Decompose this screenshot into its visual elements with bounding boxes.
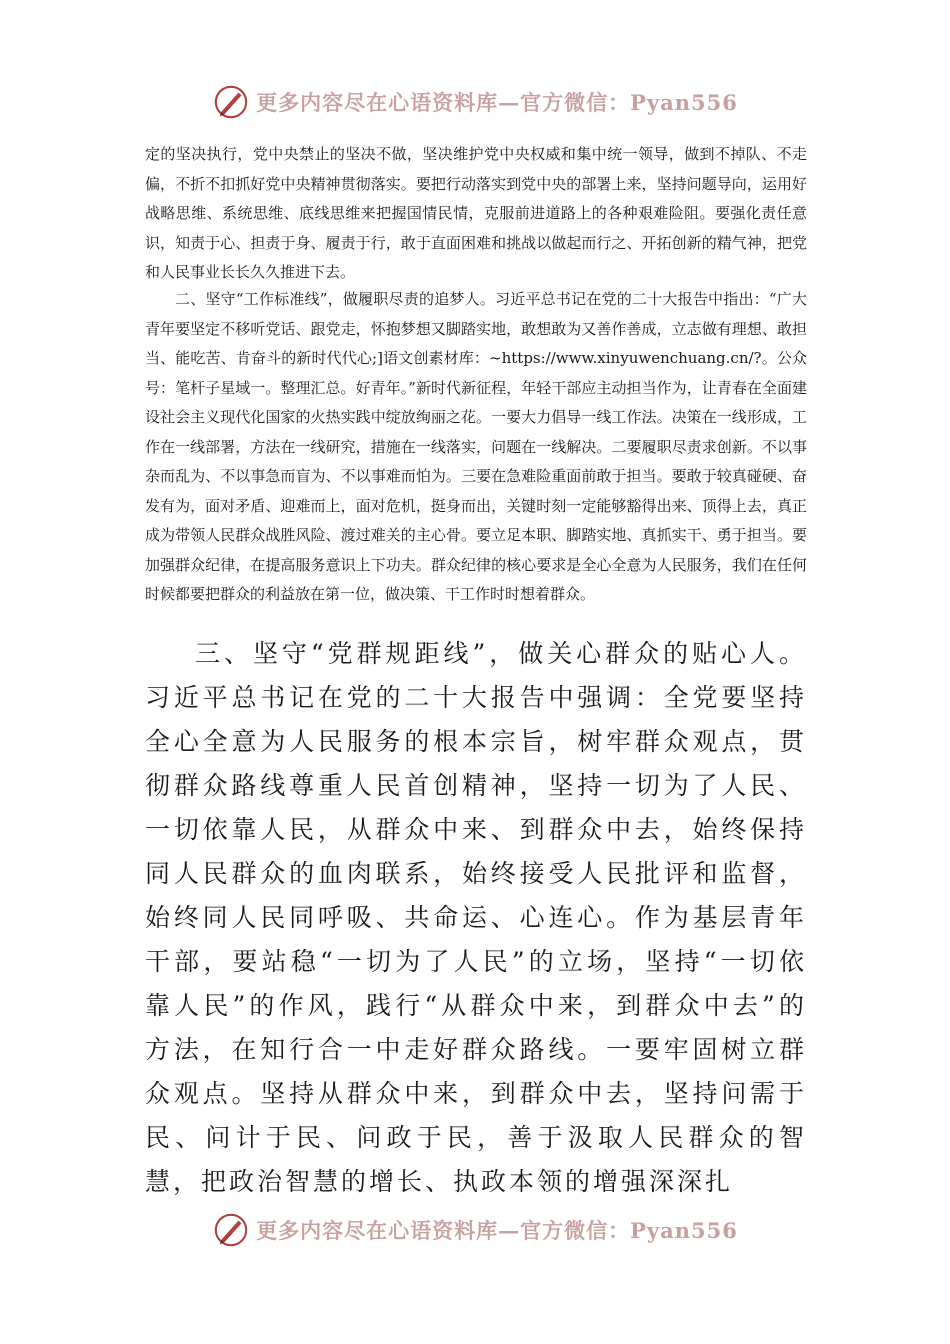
document-paragraph [145, 140, 807, 288]
paragraph-text: 二、坚守“工作标准线”，做履职尽责的追梦人。习近平总书记在党的二十大报告中指出：“广大青年要坚定不移听党话、跟党走，怀抱梦想又脚踏实地，敢想敢为又善作善成，立志做有理想、敢担当、能吃苦、肯奋斗的新时代代心;]语文创素材库：~https://www.xinyuwenchuang.cn/?。公众号：笔杆子星域一。整理汇总。好青年。”新时代新征程，年轻干部应主动担当作为，让青春在全面建设社会主义现代化国家的火热实践中绽放绚丽之花。一要大力倡导一线工作法。决策在一线形成，工作在一线部署，方法在一线研究，措施在一线落实，问题在一线解决。二要履职尽责求创新。不以事杂而乱为、不以事急而盲为、不以事难而怕为。三要在急难险重面前敢于担当。要敢于较真碰硬、奋发有为，面对矛盾、迎难而上，面对危机，挺身而出，关键时刻一定能够豁得出来、顶得上去，真正成为带领人民群众战胜风险、渡过难关的主心骨。要立足本职、脚踏实地、真抓实干、勇于担当。要加强群众纪律，在提高服务意识上下功夫。群众纪律的核心要求是全心全意为人民服务，我们在任何时候都要把群众的利益放在第一位，做决策、干工作时时想着群众。 [145, 290, 807, 603]
watermark-text: 更多内容尽在心语资料库—官方微信：Pyan556 [256, 1218, 738, 1243]
document-paragraph-section-three: 三、坚守“党群规距线”，做关心群众的贴心人。习近平总书记在党的二十大报告中强调：全党要坚持全心全意为人民服务的根本宗旨，树牢群众观点，贯彻群众路线尊重人民首创精神，坚持一切为了人民、一切依靠人民，从群众中来、到群众中去，始终保持同人民群众的血肉联系，始终接受人民批评和监督，始终同人民同呼吸、共命运、心连心。作为基层青年干部，要站稳“一切为了人民”的立场，坚持“一切依靠人民”的作风，践行“从群众中来，到群众中去”的方法，在知行合一中走好群众路线。一要牢固树立群众观点。坚持从群众中来，到群众中去，坚持问需于民、问计于民、问政于民，善于汲取人民群众的智慧，把政治智慧的增长、执政本领的增强深深扎 [145, 639, 807, 1196]
pen-logo-icon [212, 1211, 250, 1249]
document-paragraph-section-two [145, 285, 807, 610]
paragraph-text: 定的坚决执行，党中央禁止的坚决不做，坚决维护党中央权威和集中统一领导，做到不掉队、不走偏，不折不扣抓好党中央精神贯彻落实。要把行动落实到党中央的部署上来，坚持问题导向，运用好战略思维、系统思维、底线思维来把握国情民情，克服前进道路上的各种艰难险阻。要强化责任意识，知责于心、担责于身、履责于行，敢于直面困难和挑战以做起而行之、开拓创新的精气神，把党和人民事业长长久久推进下去。 [145, 145, 807, 281]
watermark-banner-bottom [0, 1208, 950, 1252]
watermark-banner-top [0, 80, 950, 124]
watermark-text: 更多内容尽在心语资料库—官方微信：Pyan556 [256, 90, 738, 115]
pen-logo-icon [212, 83, 250, 121]
